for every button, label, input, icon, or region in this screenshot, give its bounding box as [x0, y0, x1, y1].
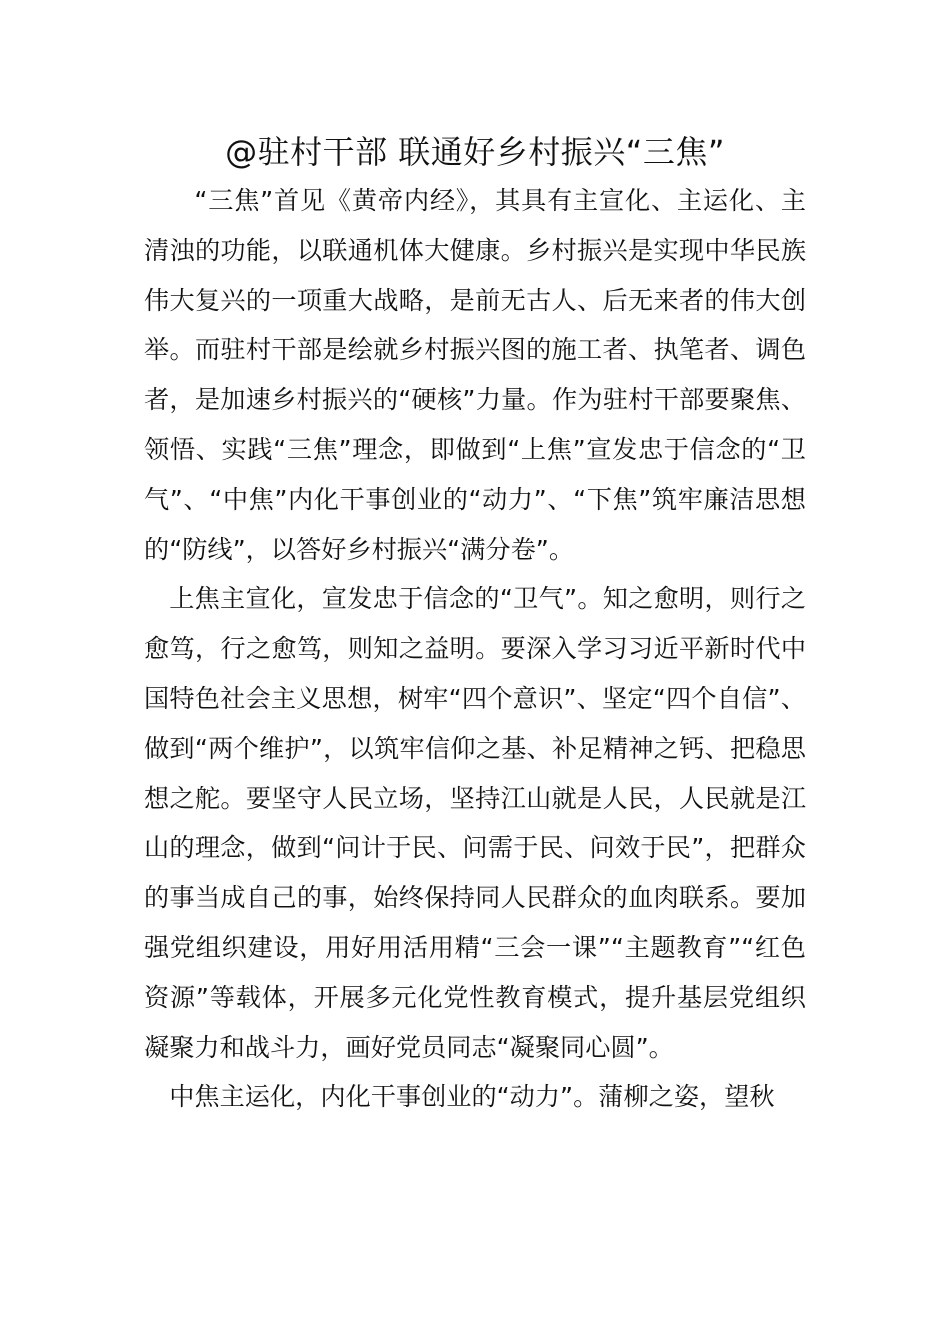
paragraph-middle-jiao: 中焦主运化，内化干事创业的“动力”。蒲柳之姿，望秋 [169, 1082, 775, 1112]
document-title: @驻村干部 联通好乡村振兴“三焦” [225, 133, 725, 171]
document-body [144, 176, 806, 1122]
paragraph-upper-jiao: 上焦主宣化，宣发忠于信念的“卫气”。知之愈明，则行之愈笃，行之愈笃，则知之益明。要深入学习习近平新时代中国特色社会主义思想，树牢“四个意识”、坚定“四个自信”、做到“两个维护”，以筑牢信仰之基、补足精神之钙、把稳思想之舵。要坚守人民立场，坚持江山就是人民，人民就是江山的理念，做到“问计于民、问需于民、问效于民”，把群众的事当成自己的事，始终保持同人民群众的血肉联系。要加强党组织建设，用好用活用精“三会一课”“主题教育”“红色资源”等载体，开展多元化党性教育模式，提升基层党组织凝聚力和战斗力，画好党员同志“凝聚同心圆”。 [144, 584, 806, 1062]
paragraph-intro: “三焦”首见《黄帝内经》，其具有主宣化、主运化、主清浊的功能，以联通机体大健康。乡村振兴是实现中华民族伟大复兴的一项重大战略，是前无古人、后无来者的伟大创举。而驻村干部是绘就乡村振兴图的施工者、执笔者、调色者，是加速乡村振兴的“硬核”力量。作为驻村干部要聚焦、领悟、实践“三焦”理念，即做到“上焦”宣发忠于信念的“卫气”、“中焦”内化干事创业的“动力”、“下焦”筑牢廉洁思想的“防线”，以答好乡村振兴“满分卷”。 [144, 186, 806, 564]
